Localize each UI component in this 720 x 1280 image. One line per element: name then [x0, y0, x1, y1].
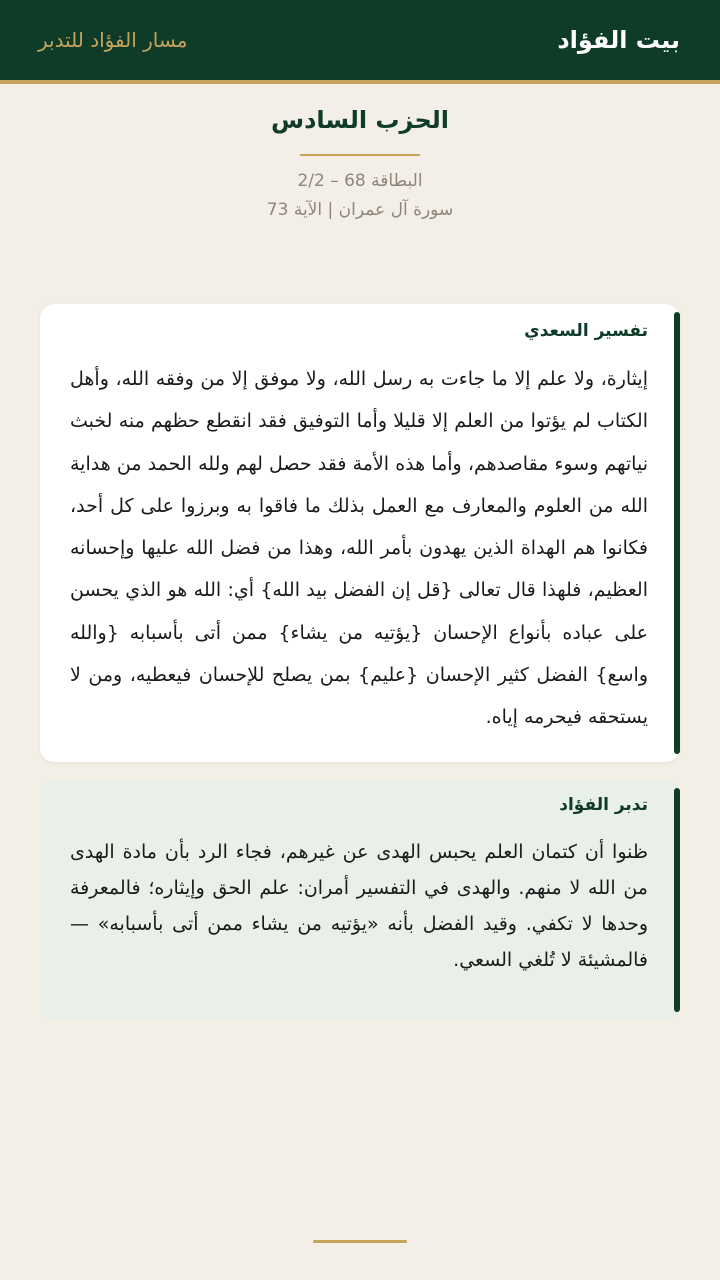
tafsir-accent-bar [674, 312, 680, 754]
home-indicator-handle[interactable] [313, 1240, 407, 1243]
top-app-bar [0, 0, 720, 84]
card-counter: البطاقة 68 – 2/2 [297, 171, 423, 191]
tadabbur-accent-bar [674, 788, 680, 1012]
surah-reference: سورة آل عمران | الآية 73 [266, 200, 454, 220]
section-title: الحزب السادس [270, 106, 450, 134]
tafsir-text: إيثارة، ولا علم إلا ما جاءت به رسل الله، ولا موفق إلا من وفقه الله، وأهل الكتاب لم يؤتوا من العلم إلا قليلا وأما التوفيق فقد انقطع حظهم منه لخبث نياتهم وسوء مقاصدهم، وأما هذه الأمة فقد حصل لهم ولله الحمد من هداية الله من العلوم والمعارف مع العمل بذلك ما فاقوا به وبرزوا على كل أحد، فكانوا هم الهداة الذين يهدون بأمر الله، وهذا من فضل الله عليها وإحسانه العظيم، فلهذا قال تعالى {قل إن الفضل بيد الله} أي: الله هو الذي يحسن على عباده بأنواع الإحسان {يؤتيه من يشاء} ممن أتى بأسبابه {والله واسع} الفضل كثير الإحسان {عليم} بمن يصلح للإحسان فيعطيه، ومن لا يستحقه فيحرمه إياه. [70, 368, 648, 729]
tadabbur-text: ظنوا أن كتمان العلم يحبس الهدى عن غيرهم، فجاء الرد بأن مادة الهدى من الله لا منهم. والهدى في التفسير أمران: علم الحق وإيثاره؛ فالمعرفة وحدها لا تكفي. وقيد الفضل بأنه «يؤتيه من يشاء ممن أتى بأسبابه» — فالمشيئة لا تُلغي السعي. [70, 841, 648, 971]
tafsir-card [40, 304, 680, 762]
tadabbur-title: تدبر الفؤاد [559, 795, 648, 815]
tadabbur-card [40, 780, 680, 1020]
tafsir-title: تفسير السعدي [524, 321, 648, 341]
app-brand-title: بيت الفؤاد [557, 26, 680, 54]
title-divider [300, 154, 420, 156]
app-subtitle-link[interactable]: مسار الفؤاد للتدبر [38, 28, 188, 52]
